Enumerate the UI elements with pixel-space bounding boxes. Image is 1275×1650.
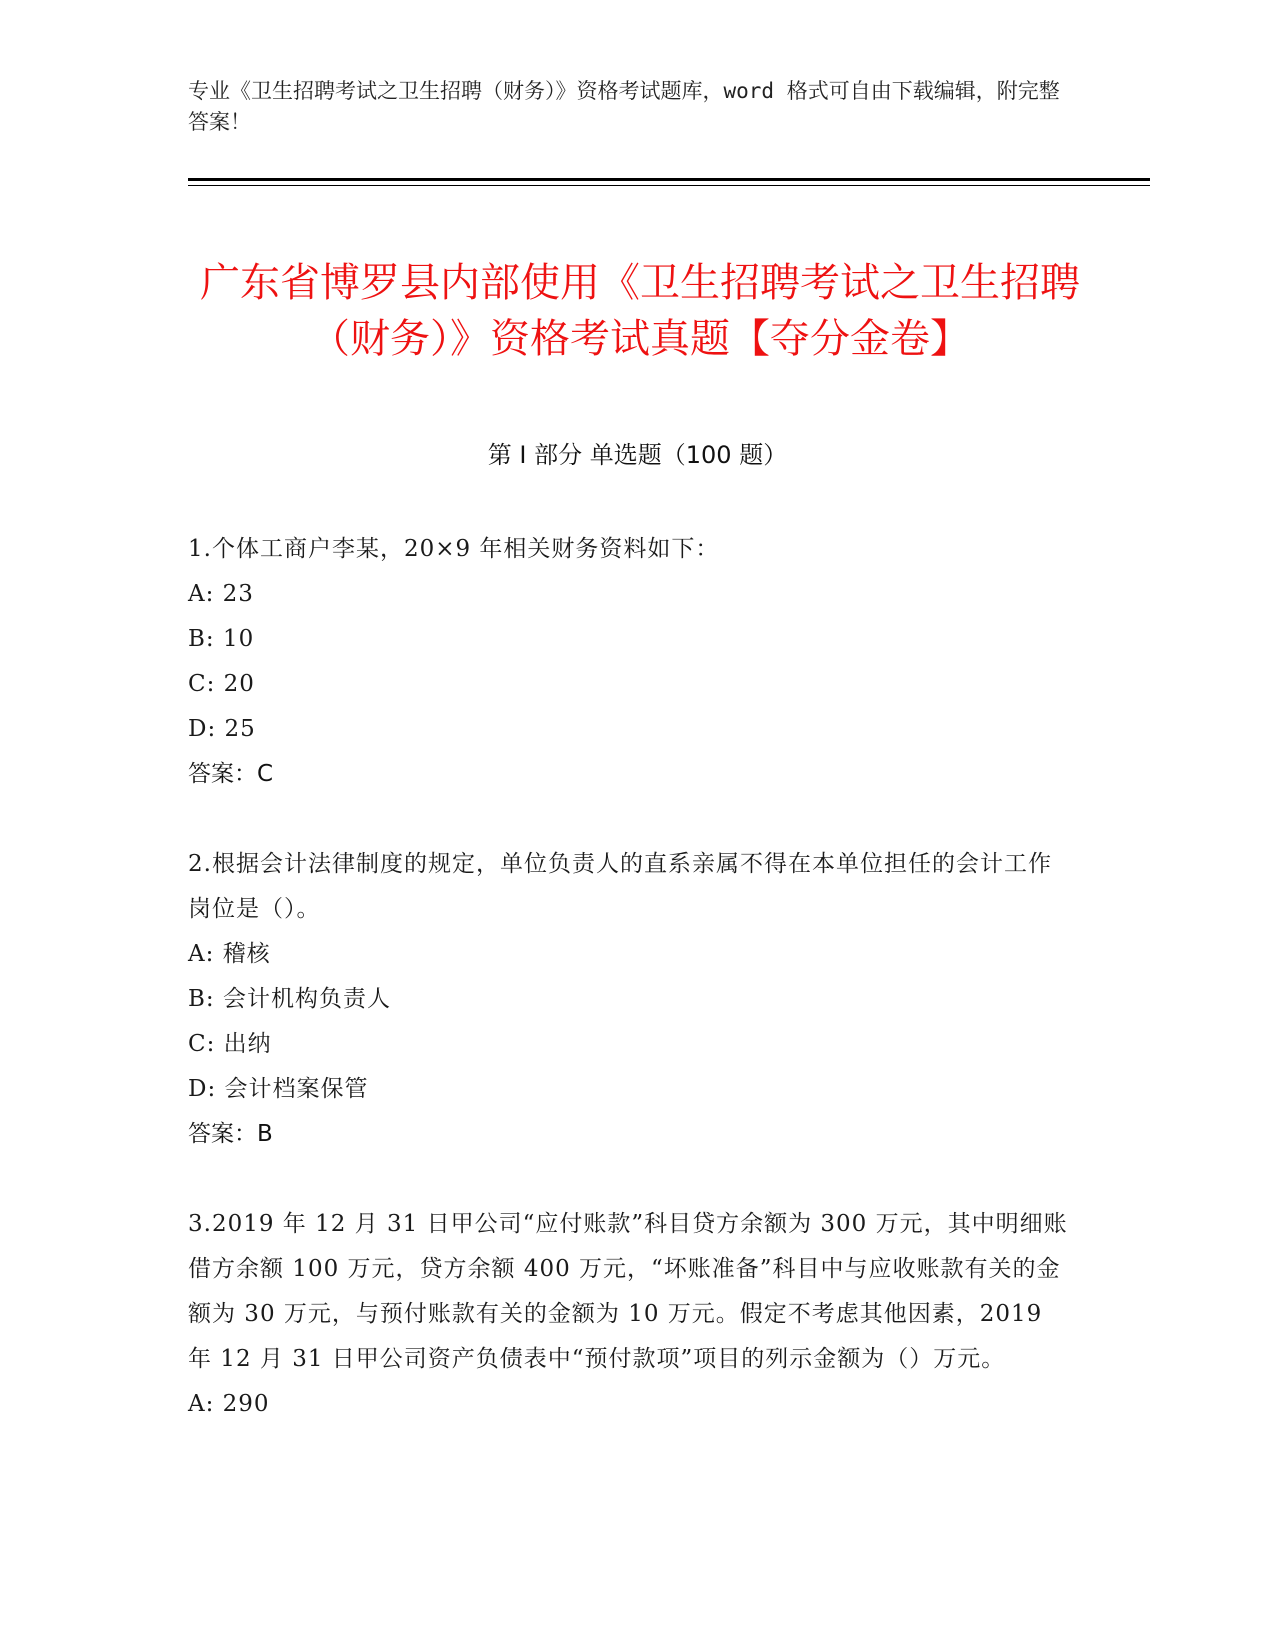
- question-1: [188, 527, 1068, 797]
- question-list: [188, 527, 1068, 1472]
- option-c: C: 出纳: [188, 1031, 272, 1057]
- option-b: B: 会计机构负责人: [188, 986, 391, 1012]
- question-stem: 3.2019 年 12 月 31 日甲公司“应付账款”科目贷方余额为 300 万元，其中明细账借方余额 100 万元，贷方余额 400 万元，“坏账准备”科目中与应收账款有关的金额为 30 万元，与预付账款有关的金额为 10 万元。假定不考虑其他因素，2019 年 12 月 31 日甲公司资产负债表中“预付款项”项目的列示金额为（）万元。: [188, 1211, 1068, 1372]
- answer-line: 答案：B: [188, 1121, 273, 1147]
- section-heading: 第 I 部分 单选题（100 题）: [487, 441, 788, 469]
- header-note: 专业《卫生招聘考试之卫生招聘（财务）》资格考试题库，word 格式可自由下载编辑，附完整答案！: [188, 79, 1060, 134]
- question-2: [188, 842, 1068, 1157]
- option-c: C: 20: [188, 671, 255, 697]
- option-a: A: 稽核: [188, 941, 271, 967]
- answer-line: 答案：C: [188, 761, 274, 787]
- document-title: 广东省博罗县内部使用《卫生招聘考试之卫生招聘（财务）》资格考试真题【夺分金卷】: [200, 259, 1080, 362]
- option-b: B: 10: [188, 626, 255, 652]
- header-rule-thin: [188, 185, 1150, 186]
- question-stem: 2.根据会计法律制度的规定，单位负责人的直系亲属不得在本单位担任的会计工作岗位是（）。: [188, 851, 1052, 922]
- question-3: [188, 1202, 1068, 1427]
- option-a: A: 23: [188, 581, 254, 607]
- header-rule-thick: [188, 178, 1150, 181]
- option-d: D: 会计档案保管: [188, 1076, 369, 1102]
- option-d: D: 25: [188, 716, 256, 742]
- option-a: A: 290: [188, 1391, 270, 1417]
- question-stem: 1.个体工商户李某，20×9 年相关财务资料如下：: [188, 536, 720, 562]
